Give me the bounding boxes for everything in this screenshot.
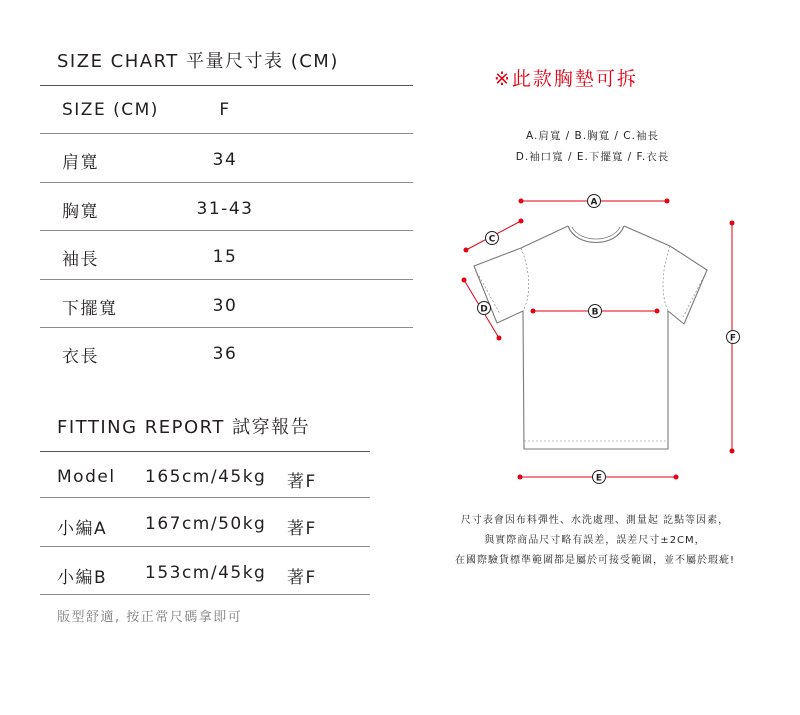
measure-dot-c-bottom bbox=[464, 248, 469, 253]
size-row-label: 胸寬 bbox=[62, 202, 99, 222]
fitting-row-wear: 著F bbox=[287, 472, 317, 492]
size-row-value: 30 bbox=[212, 296, 238, 316]
measure-dot-c-top bbox=[519, 219, 524, 224]
fitting-row-wear: 著F bbox=[287, 519, 317, 539]
tshirt-collar-inner bbox=[572, 227, 620, 239]
size-row-value: 31-43 bbox=[196, 199, 254, 219]
fitting-row-wear: 著F bbox=[287, 568, 317, 588]
size-row-value: 34 bbox=[212, 150, 238, 170]
marker-label-a: A bbox=[590, 197, 598, 208]
measurement-legend-line2: D.袖口寬 / E.下擺寬 / F.衣長 bbox=[515, 151, 670, 163]
marker-badges bbox=[478, 195, 740, 484]
size-row-label: 衣長 bbox=[62, 347, 99, 367]
marker-label-d: D bbox=[480, 304, 488, 315]
measure-dot-f-bottom bbox=[730, 449, 735, 454]
measure-dot-e-left bbox=[518, 475, 523, 480]
size-row-label: 肩寬 bbox=[62, 153, 99, 173]
fitting-row-name: 小編B bbox=[57, 568, 108, 588]
tshirt-collar bbox=[568, 226, 624, 243]
tshirt-armhole-right bbox=[663, 246, 670, 311]
disclaimer-line1: 尺寸表會因布料彈性、水洗處理、測量起 訖點等因素， bbox=[460, 515, 730, 526]
fitting-note: 版型舒適, 按正常尺碼拿即可 bbox=[57, 610, 243, 625]
disclaimer-line3: 在國際驗貨標準範圍都是屬於可接受範圍，並不屬於瑕疵! bbox=[454, 555, 735, 566]
fitting-row-stats: 167cm/50kg bbox=[145, 514, 267, 534]
size-header-value: F bbox=[219, 100, 231, 120]
fitting-report-title: FITTING REPORT 試穿報告 bbox=[57, 417, 311, 438]
size-chart-title: SIZE CHART 平量尺寸表 (CM) bbox=[57, 51, 339, 72]
measure-dot-a-left bbox=[519, 199, 524, 204]
removable-pad-notice: ※此款胸墊可拆 bbox=[494, 68, 638, 90]
measurement-legend-line1: A.肩寬 / B.胸寬 / C.袖長 bbox=[526, 130, 659, 142]
measure-dot-a-right bbox=[665, 199, 670, 204]
tshirt-outline bbox=[474, 226, 707, 449]
size-row-label: 袖長 bbox=[62, 250, 99, 270]
measure-dot-b-right bbox=[655, 309, 660, 314]
measure-dot-f-top bbox=[730, 221, 735, 226]
measure-dot-d-top bbox=[462, 278, 467, 283]
measure-dot-b-left bbox=[531, 309, 536, 314]
measure-dot-e-right bbox=[674, 475, 679, 480]
fitting-row-stats: 153cm/45kg bbox=[145, 563, 267, 583]
disclaimer-line2: 與實際商品尺寸略有誤差，誤差尺寸±2CM， bbox=[484, 535, 706, 546]
tshirt-armhole-left bbox=[521, 248, 529, 311]
marker-label-c: C bbox=[488, 234, 496, 245]
size-header-label: SIZE (CM) bbox=[62, 100, 159, 120]
measure-dot-d-bottom bbox=[497, 336, 502, 341]
marker-label-b: B bbox=[591, 307, 599, 318]
size-row-value: 36 bbox=[212, 344, 238, 364]
marker-label-f: F bbox=[729, 333, 737, 344]
measurement-lines bbox=[462, 199, 735, 480]
marker-label-e: E bbox=[595, 473, 603, 484]
size-row-value: 15 bbox=[212, 247, 238, 267]
tshirt-sleeve-hem-right bbox=[683, 280, 702, 317]
fitting-row-stats: 165cm/45kg bbox=[145, 467, 267, 487]
tshirt-body-shape bbox=[474, 226, 707, 449]
fitting-row-name: 小編A bbox=[57, 519, 108, 539]
size-row-label: 下擺寬 bbox=[62, 299, 118, 319]
fitting-row-name: Model bbox=[57, 467, 116, 487]
